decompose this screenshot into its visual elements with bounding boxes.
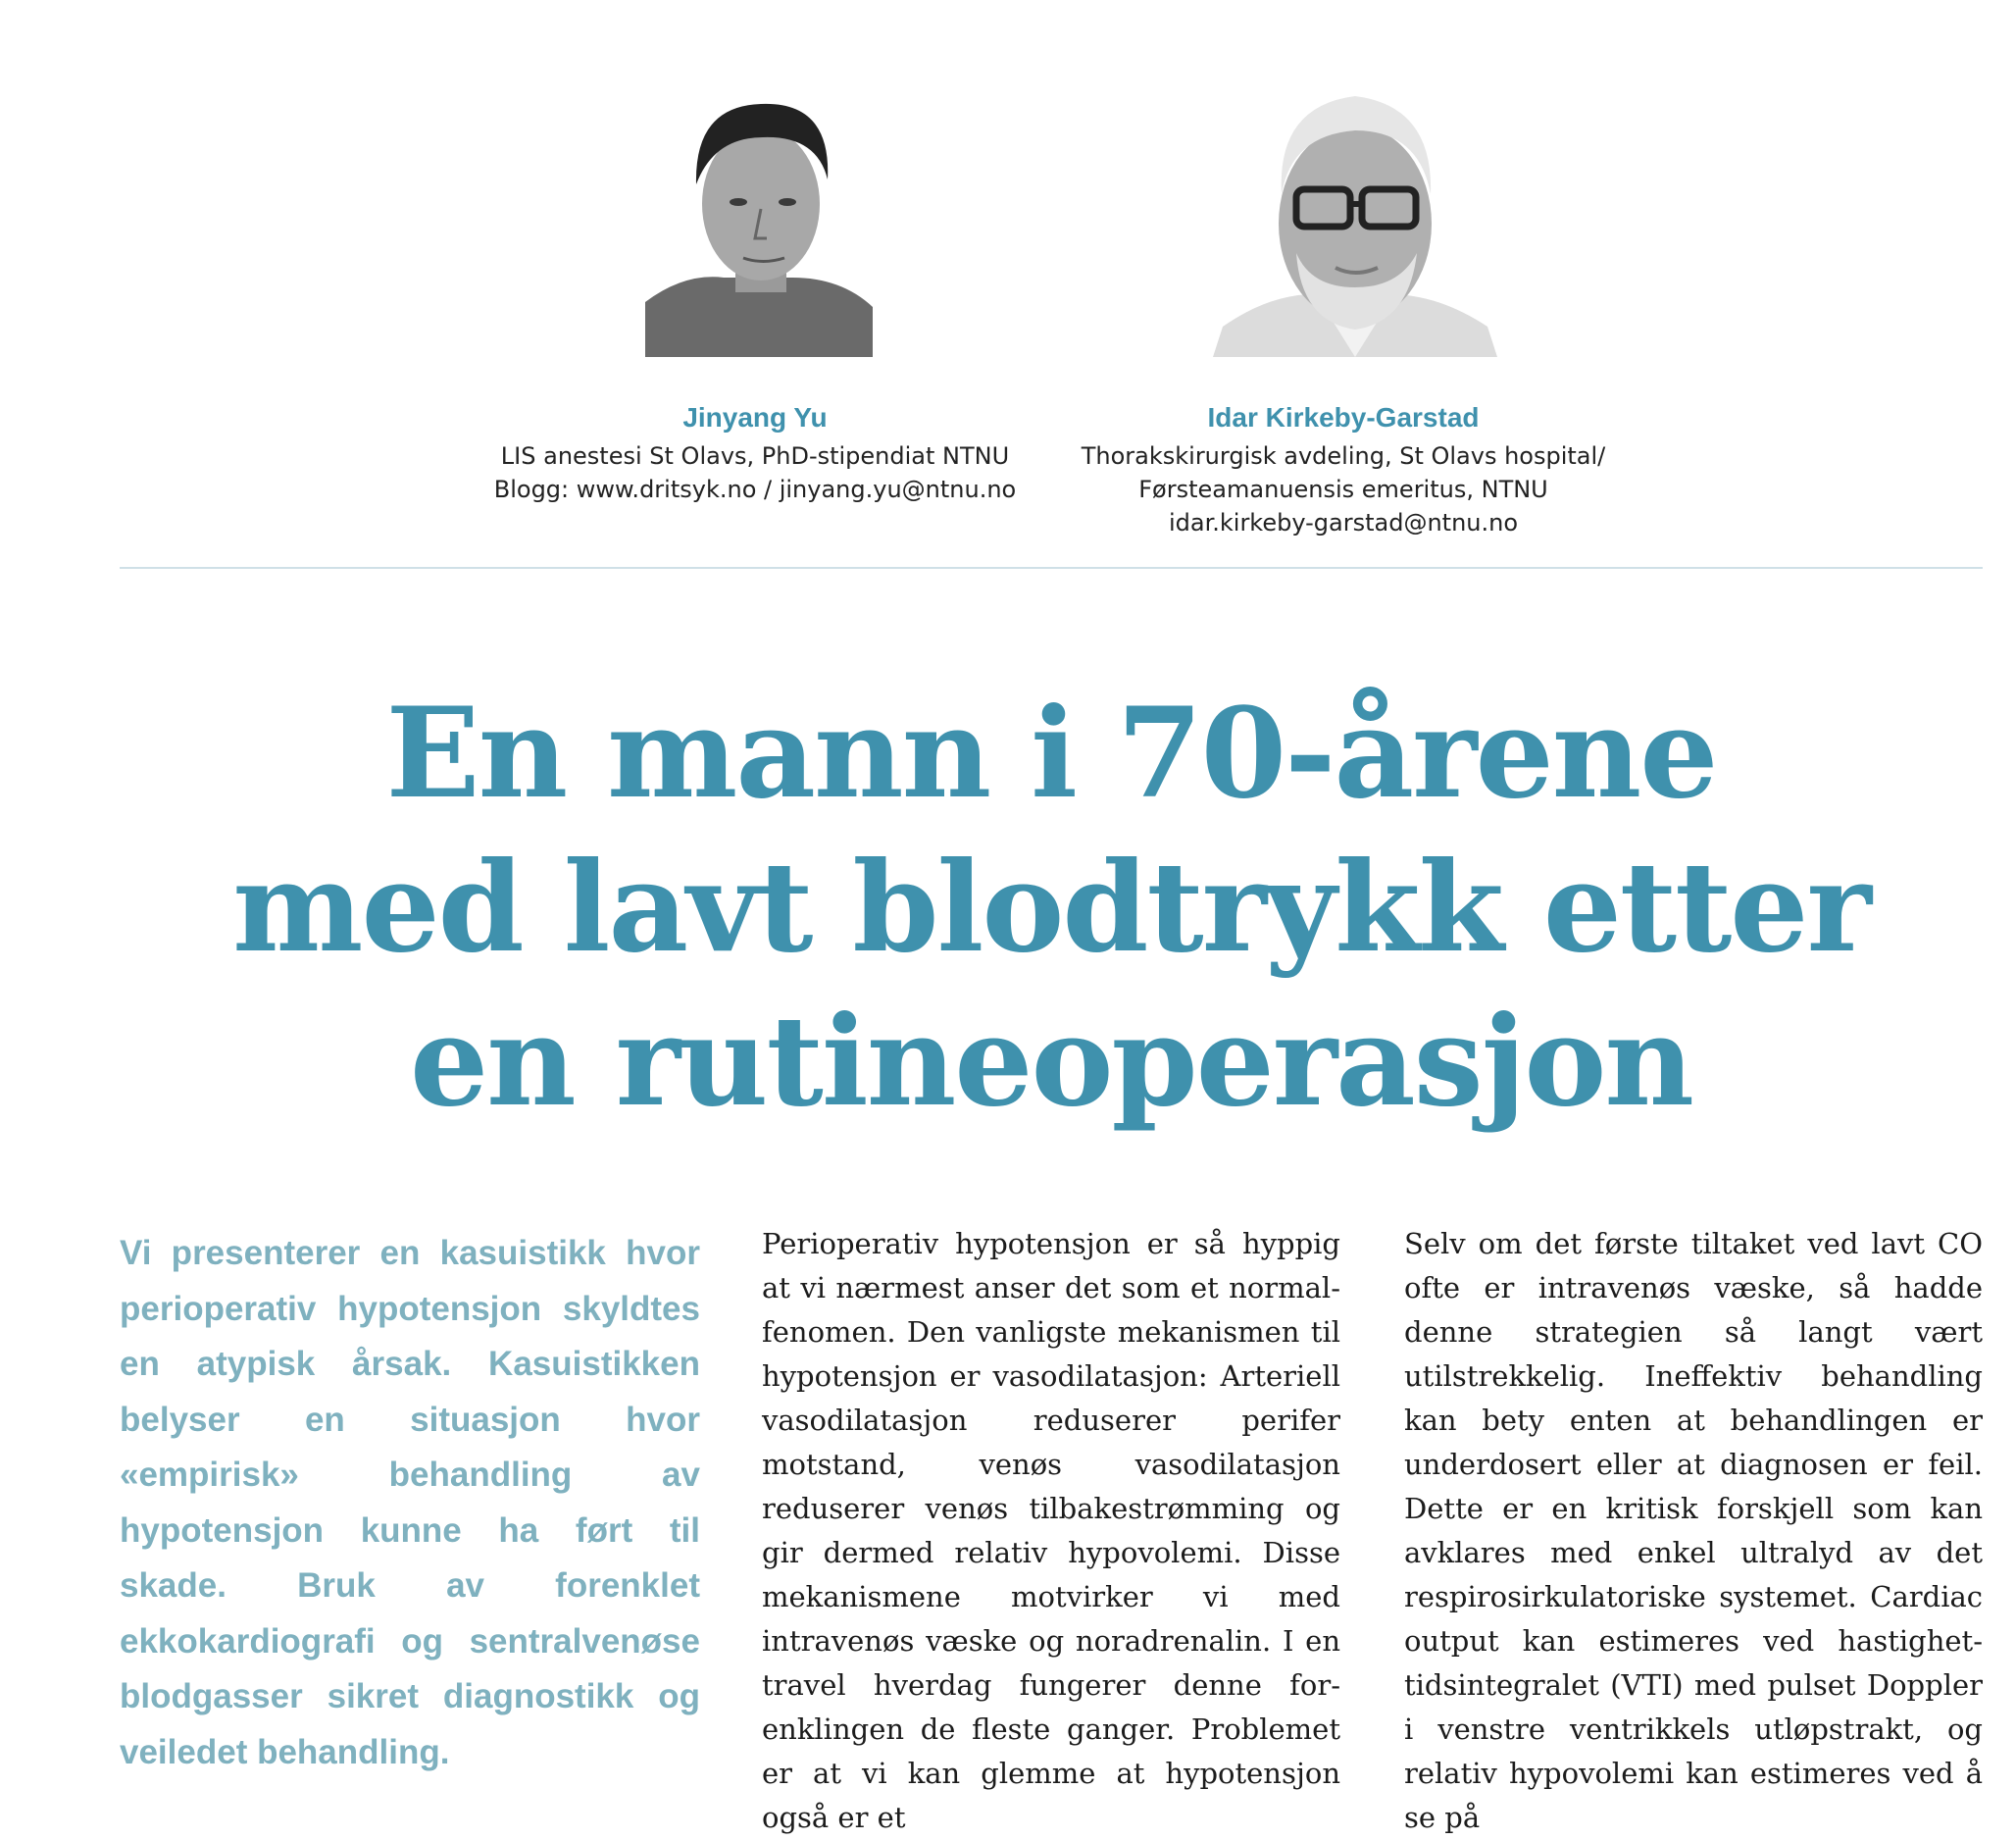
article-body-column-2: Perioperativ hypotensjon er så hyppig at vi nærmest anser det som et normal-fenomen. Den vanligste mekanismen til hypotensjon er vasodilatasjon: Arteriell vasodilatasjon reduserer perifer motstand, venøs vasodilatasjon reduserer venøs tilbakestrømming og gir dermed relativ hypovolemi. Disse mekanismene motvirker vi med intravenøs væske og noradrenalin. I en travel hverdag fungerer denne for-enklingen de fleste ganger. Problemet er at vi kan glemme at hypotensjon også er et: [762, 1227, 1340, 1834]
author-name: Jinyang Yu: [682, 402, 828, 433]
article-title-line: En mann i 70-årene: [385, 681, 1717, 826]
article-title-line: en rutineoperasjon: [410, 989, 1692, 1134]
author-photo-jinyang-yu: [645, 77, 873, 357]
author-title: Førsteamanuensis emeritus, NTNU: [1138, 476, 1548, 503]
divider-rule: [120, 567, 1983, 569]
author-caption-2: [1039, 398, 1647, 539]
article-title-line: med lavt blodtrykk etter: [232, 835, 1870, 980]
author-email: idar.kirkeby-garstad@ntnu.no: [1168, 509, 1519, 537]
author-contact: Blogg: www.dritsyk.no / jinyang.yu@ntnu.no: [493, 476, 1017, 503]
author-affiliation: Thorakskirurgisk avdeling, St Olavs hospital/: [1081, 442, 1606, 470]
article-body-column-3: Selv om det første tiltaket ved lavt CO ofte er intravenøs væske, så hadde denne strategien så langt vært utilstrekkelig. Ineffektiv behandling kan bety enten at behandlingen er underdosert eller at diagnosen er feil. Dette er en kritisk forskjell som kan avklares med enkel ultralyd av det respirosirkulatoriske systemet. Cardiac output kan estimeres ved hastighet-tidsintegralet (VTI) med pulset Doppler i venstre ventrikkels utløpstrakt, og relativ hypovolemi kan estimeres ved å se på: [1404, 1227, 1983, 1834]
portrait-illustration: [1174, 77, 1533, 357]
author-photo-idar-kirkeby-garstad: [1174, 77, 1533, 357]
author-caption-1: [461, 398, 1049, 506]
article-lead: Vi presenterer en kasuistikk hvor perioperativ hypotensjon skyldtes en atypisk årsak. Kasuistikken belyser en situasjon hvor «empirisk» behandling av hypotensjon kunne ha ført til skade. Bruk av forenklet ekkokardiografi og sentralvenøse blodgasser sikret diagnostikk og veiledet behandling.: [120, 1234, 700, 1771]
author-name: Idar Kirkeby-Garstad: [1207, 402, 1480, 433]
article-title: [120, 677, 1983, 1139]
author-affiliation: LIS anestesi St Olavs, PhD-stipendiat NTNU: [500, 442, 1010, 470]
portrait-illustration: [645, 77, 873, 357]
